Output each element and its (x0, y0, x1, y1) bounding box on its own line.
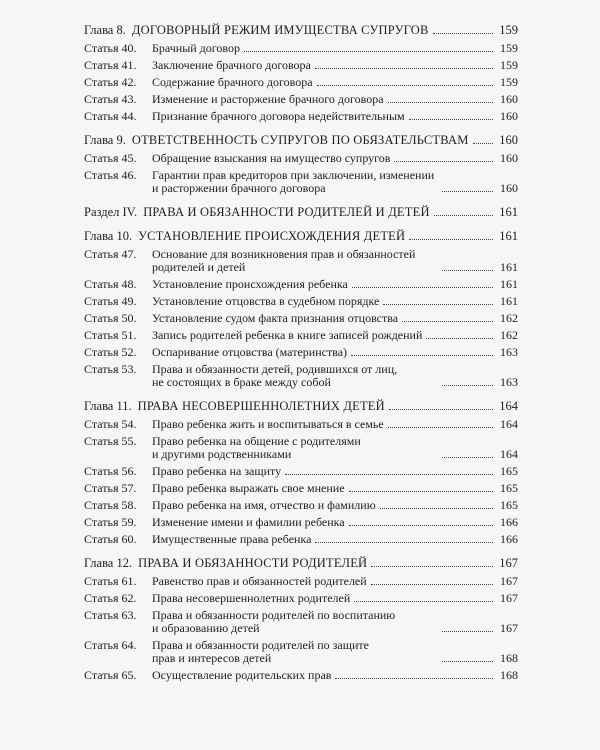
article-title (152, 435, 438, 461)
dot-leader (433, 32, 493, 34)
article-title-line: и образованию детей (152, 621, 260, 635)
page-number: 166 (500, 532, 518, 546)
article-title (152, 465, 281, 478)
page-number: 167 (500, 621, 518, 635)
dot-leader (394, 160, 493, 162)
toc-entry (84, 639, 518, 665)
heading-label: Глава 12. (84, 556, 133, 570)
article-title-line: Право ребенка на имя, отчество и фамилию (152, 498, 376, 512)
article-title (152, 152, 390, 165)
dot-leader (244, 50, 493, 52)
article-title-line: Установление отцовства в судебном порядке (152, 294, 380, 308)
dot-leader (335, 677, 493, 679)
dot-leader (426, 337, 493, 339)
toc-entry (84, 76, 518, 89)
article-label: Статья 59. (84, 515, 137, 529)
page-number: 164 (499, 399, 518, 413)
article-title (152, 639, 438, 665)
toc-entry (84, 169, 518, 195)
dot-leader (409, 238, 493, 240)
dot-leader (352, 286, 493, 288)
article-label: Статья 50. (84, 311, 137, 325)
page-number: 161 (500, 294, 518, 308)
dot-leader (442, 190, 493, 192)
article-label: Статья 44. (84, 109, 137, 123)
page-number: 165 (500, 464, 518, 478)
article-label: Статья 58. (84, 498, 137, 512)
article-label: Статья 43. (84, 92, 137, 106)
page-number: 160 (500, 92, 518, 106)
article-title-line: Заключение брачного договора (152, 58, 311, 72)
article-title-line: Права несовершеннолетних родителей (152, 591, 351, 605)
dot-leader (434, 214, 493, 216)
page-number: 167 (500, 591, 518, 605)
page-number: 159 (500, 58, 518, 72)
dot-leader (315, 67, 493, 69)
article-title-line: не состоящих в браке между собой (152, 375, 331, 389)
article-title-line: и другими родственниками (152, 447, 292, 461)
dot-leader (442, 630, 493, 632)
article-title-line: Осуществление родительских прав (152, 668, 332, 682)
article-title-line: Изменение и расторжение брачного договора (152, 92, 384, 106)
article-title-line: Установление судом факта признания отцовства (152, 311, 399, 325)
article-title-line: Права и обязанности детей, родившихся от лиц, (152, 362, 398, 376)
dot-leader (442, 660, 493, 662)
toc-section (84, 230, 518, 389)
article-label: Статья 57. (84, 481, 137, 495)
page-number: 168 (500, 668, 518, 682)
dot-leader (383, 303, 493, 305)
toc-entry (84, 465, 518, 478)
article-title (152, 533, 311, 546)
heading-label: Глава 10. (84, 229, 133, 243)
page-number: 159 (499, 23, 518, 37)
heading-title: ПРАВА НЕСОВЕРШЕННОЛЕТНИХ ДЕТЕЙ (137, 399, 385, 413)
toc-entry (84, 482, 518, 495)
article-title (152, 329, 422, 342)
table-of-contents (84, 24, 518, 693)
toc-entry (84, 516, 518, 529)
article-title-line: Равенство прав и обязанностей родителей (152, 574, 367, 588)
toc-entry (84, 533, 518, 546)
article-title-line: Право ребенка на защиту (152, 464, 282, 478)
toc-entry (84, 592, 518, 605)
article-label: Статья 46. (84, 168, 137, 182)
toc-entry (84, 346, 518, 359)
article-title-line: Обращение взыскания на имущество супругов (152, 151, 391, 165)
heading-title: ОТВЕТСТВЕННОСТЬ СУПРУГОВ ПО ОБЯЗАТЕЛЬСТВАМ (131, 133, 469, 147)
toc-entry (84, 152, 518, 165)
article-title-line: Права и обязанности родителей по защите (152, 638, 369, 652)
article-title-line: Изменение имени и фамилии ребенка (152, 515, 345, 529)
toc-entry (84, 59, 518, 72)
article-label: Статья 51. (84, 328, 137, 342)
toc-entry (84, 295, 518, 308)
page-number: 159 (500, 41, 518, 55)
article-label: Статья 47. (84, 247, 137, 261)
toc-heading (84, 230, 518, 243)
dot-leader (315, 541, 493, 543)
toc-entry (84, 435, 518, 461)
page-number: 165 (500, 498, 518, 512)
heading-title: ДОГОВОРНЫЙ РЕЖИМ ИМУЩЕСТВА СУПРУГОВ (131, 23, 429, 37)
toc-entry (84, 363, 518, 389)
dot-leader (380, 507, 493, 509)
page-number: 166 (500, 515, 518, 529)
page-number: 160 (500, 109, 518, 123)
article-label: Статья 62. (84, 591, 137, 605)
dot-leader (442, 456, 493, 458)
article-title (152, 592, 350, 605)
heading-title: ПРАВА И ОБЯЗАННОСТИ РОДИТЕЛЕЙ И ДЕТЕЙ (143, 205, 430, 219)
article-label: Статья 48. (84, 277, 137, 291)
toc-section (84, 557, 518, 682)
page-number: 162 (500, 328, 518, 342)
page-number: 161 (500, 277, 518, 291)
dot-leader (388, 426, 493, 428)
article-title (152, 295, 379, 308)
dot-leader (351, 354, 493, 356)
article-title-line: Основание для возникновения прав и обязанностей (152, 247, 416, 261)
toc-section (84, 134, 518, 195)
toc-entry (84, 248, 518, 274)
article-title-line: Право ребенка выражать свое мнение (152, 481, 345, 495)
toc-section (84, 400, 518, 546)
article-title (152, 169, 438, 195)
page-number: 160 (500, 181, 518, 195)
toc-heading (84, 134, 518, 147)
heading-title: ПРАВА И ОБЯЗАННОСТИ РОДИТЕЛЕЙ (138, 556, 368, 570)
toc-section (84, 206, 518, 219)
article-label: Статья 65. (84, 668, 137, 682)
toc-entry (84, 499, 518, 512)
article-title-line: Брачный договор (152, 41, 240, 55)
article-label: Статья 54. (84, 417, 137, 431)
page-number: 163 (500, 375, 518, 389)
toc-entry (84, 609, 518, 635)
toc-heading (84, 24, 518, 37)
article-title-line: Признание брачного договора недействительным (152, 109, 405, 123)
page-number: 162 (500, 311, 518, 325)
toc-section (84, 24, 518, 123)
dot-leader (442, 269, 493, 271)
page-number: 165 (500, 481, 518, 495)
toc-entry (84, 418, 518, 431)
article-title (152, 499, 376, 512)
page-number: 167 (499, 556, 518, 570)
article-title (152, 278, 348, 291)
toc-entry (84, 575, 518, 588)
article-title-line: Имущественные права ребенка (152, 532, 312, 546)
article-label: Статья 55. (84, 434, 137, 448)
dot-leader (349, 524, 493, 526)
article-title (152, 42, 240, 55)
page-number: 160 (499, 133, 518, 147)
article-title (152, 59, 311, 72)
toc-entry (84, 42, 518, 55)
article-title (152, 93, 384, 106)
article-label: Статья 49. (84, 294, 137, 308)
toc-entry (84, 110, 518, 123)
heading-title: УСТАНОВЛЕНИЕ ПРОИСХОЖДЕНИЯ ДЕТЕЙ (138, 229, 406, 243)
article-title-line: Установление происхождения ребенка (152, 277, 348, 291)
article-title-line: Запись родителей ребенка в книге записей рождений (152, 328, 423, 342)
article-title (152, 516, 345, 529)
article-title (152, 575, 367, 588)
article-title (152, 312, 398, 325)
toc-entry (84, 329, 518, 342)
toc-entry (84, 312, 518, 325)
article-title (152, 346, 347, 359)
toc-heading (84, 206, 518, 219)
article-title-line: Право ребенка жить и воспитываться в семье (152, 417, 384, 431)
article-title (152, 669, 331, 682)
heading-label: Глава 8. (84, 23, 126, 37)
article-title-line: Содержание брачного договора (152, 75, 313, 89)
heading-label: Глава 9. (84, 133, 126, 147)
dot-leader (349, 490, 493, 492)
page-number: 167 (500, 574, 518, 588)
article-title (152, 248, 438, 274)
dot-leader (354, 600, 493, 602)
article-title-line: и расторжении брачного договора (152, 181, 326, 195)
toc-entry (84, 278, 518, 291)
page-number: 164 (500, 417, 518, 431)
dot-leader (388, 101, 493, 103)
page-number: 159 (500, 75, 518, 89)
article-label: Статья 61. (84, 574, 137, 588)
heading-label: Глава 11. (84, 399, 132, 413)
article-title-line: Право ребенка на общение с родителями (152, 434, 361, 448)
dot-leader (371, 565, 493, 567)
page-number: 161 (500, 260, 518, 274)
article-label: Статья 63. (84, 608, 137, 622)
page-number: 161 (499, 205, 518, 219)
article-label: Статья 64. (84, 638, 137, 652)
article-label: Статья 42. (84, 75, 137, 89)
toc-entry (84, 93, 518, 106)
page-number: 161 (499, 229, 518, 243)
toc-entry (84, 669, 518, 682)
article-title (152, 418, 384, 431)
article-title-line: Права и обязанности родителей по воспитанию (152, 608, 396, 622)
article-label: Статья 41. (84, 58, 137, 72)
toc-heading (84, 557, 518, 570)
article-label: Статья 60. (84, 532, 137, 546)
article-title-line: родителей и детей (152, 260, 246, 274)
article-title-line: прав и интересов детей (152, 651, 272, 665)
dot-leader (473, 142, 493, 144)
article-label: Статья 53. (84, 362, 137, 376)
article-label: Статья 52. (84, 345, 137, 359)
page-number: 163 (500, 345, 518, 359)
article-title (152, 609, 438, 635)
page-number: 168 (500, 651, 518, 665)
article-title (152, 363, 438, 389)
toc-heading (84, 400, 518, 413)
dot-leader (317, 84, 493, 86)
article-title-line: Гарантии прав кредиторов при заключении, изменении (152, 168, 435, 182)
dot-leader (442, 384, 493, 386)
article-title (152, 110, 405, 123)
article-title-line: Оспаривание отцовства (материнства) (152, 345, 348, 359)
article-title (152, 76, 313, 89)
heading-label: Раздел IV. (84, 205, 138, 219)
dot-leader (285, 473, 493, 475)
article-title (152, 482, 345, 495)
page-number: 164 (500, 447, 518, 461)
dot-leader (389, 408, 493, 410)
article-label: Статья 56. (84, 464, 137, 478)
article-label: Статья 45. (84, 151, 137, 165)
dot-leader (409, 118, 493, 120)
dot-leader (402, 320, 493, 322)
article-label: Статья 40. (84, 41, 137, 55)
dot-leader (371, 583, 493, 585)
page-number: 160 (500, 151, 518, 165)
